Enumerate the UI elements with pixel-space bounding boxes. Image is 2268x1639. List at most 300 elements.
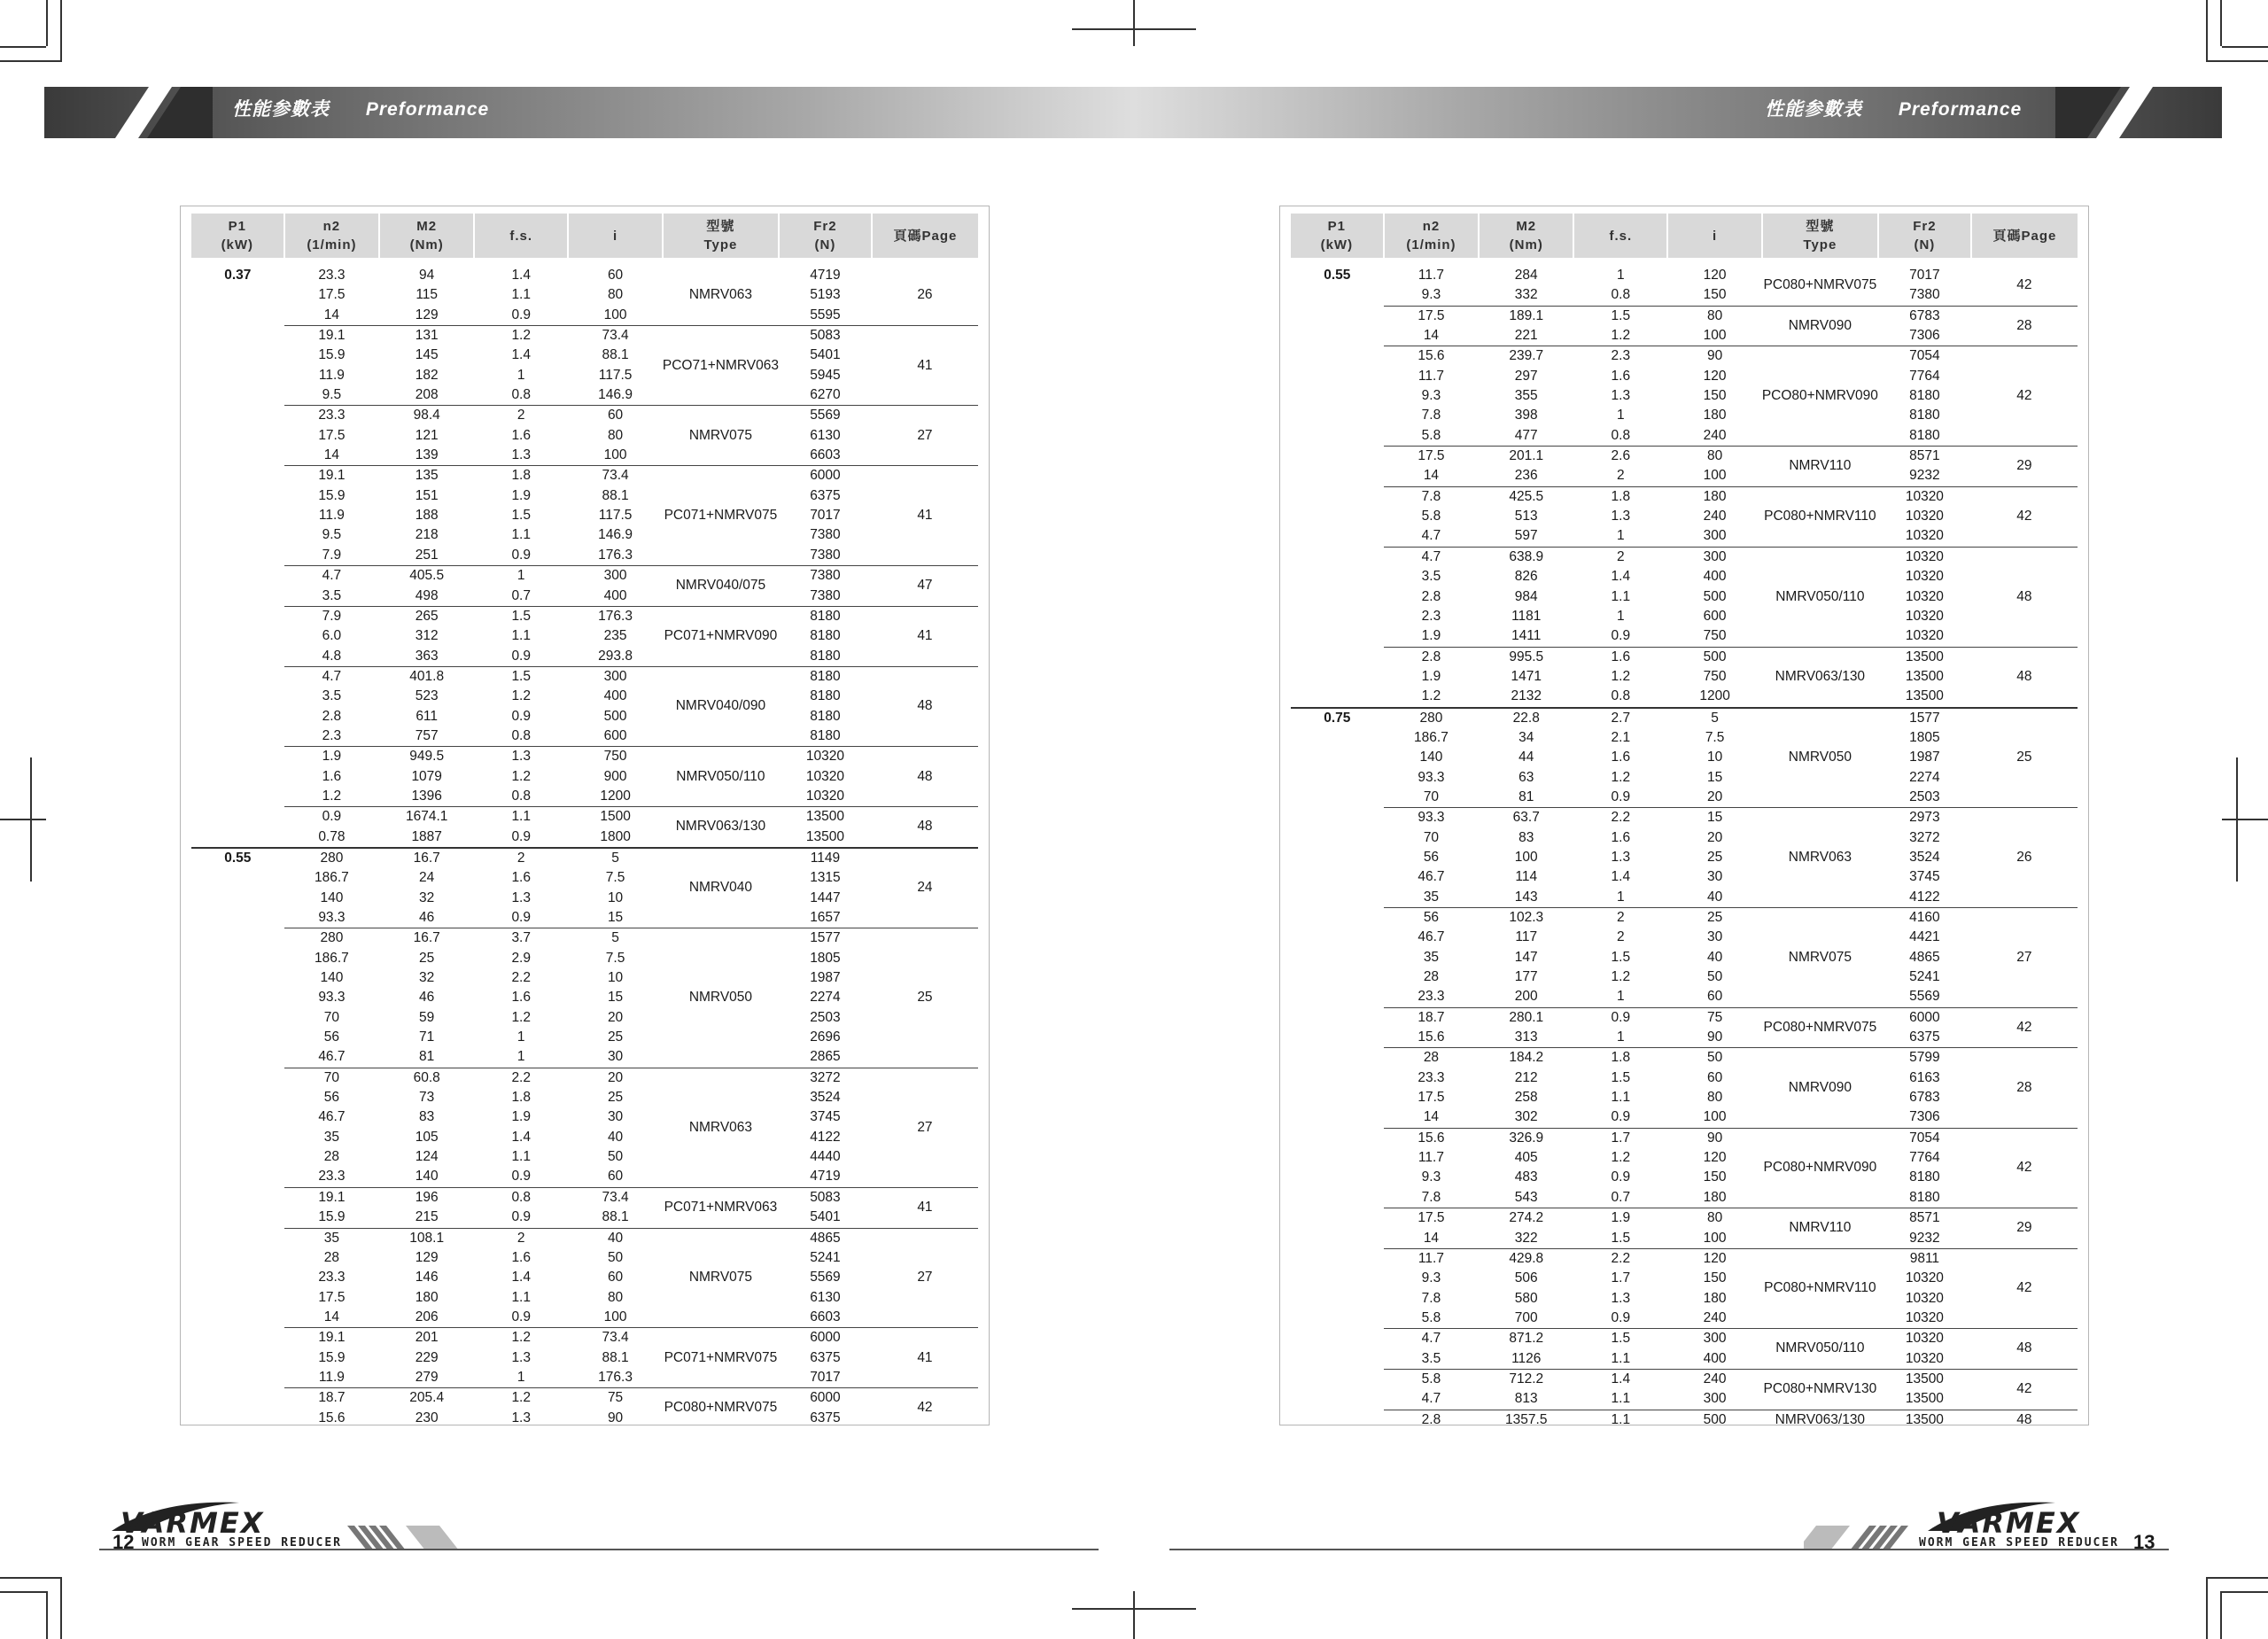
fs-cell: 1.3: [511, 889, 531, 905]
fr2-cell: 2274: [1909, 769, 1940, 785]
ratio-cell: 60: [607, 268, 624, 283]
type-cell: NMRV063: [663, 1068, 779, 1187]
table-row: [1291, 1349, 2078, 1370]
column-header-label: P1: [1327, 219, 1347, 234]
table-row: [191, 1028, 978, 1047]
fs-cell: 1.5: [1573, 1329, 1667, 1349]
ratio-cell: 80: [1667, 447, 1761, 467]
m2-cell: 46: [419, 990, 435, 1006]
n2-cell: 2.3: [322, 727, 342, 743]
ratio-cell: 120: [1703, 1150, 1727, 1166]
type-cell: NMRV050/110: [1762, 547, 1878, 647]
m2-cell: 22.8: [1479, 708, 1573, 728]
fs-cell: 1.1: [511, 628, 531, 644]
crop-mark: [2220, 1591, 2222, 1639]
type-cell: PCO71+NMRV063: [663, 326, 779, 406]
fs-cell: 1.5: [1611, 1230, 1631, 1246]
table-row: [1291, 867, 2078, 887]
table-row: [191, 1328, 978, 1348]
m2-cell: 188: [415, 508, 439, 524]
n2-cell: 9.5: [322, 387, 342, 403]
fr2-cell: 9811: [1878, 1248, 1971, 1269]
type-cell: NMRV090: [1762, 1048, 1878, 1128]
table-row: [1291, 1208, 2078, 1229]
ratio-cell: 15: [607, 910, 624, 925]
fs-cell: 1.2: [511, 768, 531, 784]
fs-cell: 1.4: [511, 347, 531, 363]
column-header-unit: (kW): [221, 237, 254, 252]
table-row: [1291, 1289, 2078, 1309]
m2-cell: 297: [1514, 368, 1538, 384]
type-cell: PC080+NMRV110: [1762, 486, 1878, 547]
fr2-cell: 10320: [1905, 1290, 1944, 1306]
fs-cell: 1.5: [474, 666, 568, 687]
m2-cell: 332: [1514, 287, 1538, 303]
table-row: [1291, 1269, 2078, 1288]
column-header: [1971, 214, 2078, 258]
table-row: [1291, 1007, 2078, 1028]
column-header-label: f.s.: [509, 228, 533, 244]
n2-cell: 5.8: [1384, 1369, 1480, 1389]
m2-cell: 425.5: [1479, 486, 1573, 507]
m2-cell: 73: [419, 1090, 435, 1106]
m2-cell: 597: [1514, 528, 1538, 544]
ratio-cell: 60: [1706, 989, 1723, 1005]
ratio-cell: 88.1: [602, 1349, 629, 1365]
n2-cell: 28: [323, 1249, 340, 1265]
table-row: [191, 466, 978, 486]
fr2-cell: 6783: [1909, 1090, 1940, 1106]
header-title-cn: 性能参數表: [1765, 99, 1862, 120]
table-row: [1291, 1048, 2078, 1068]
ratio-cell: 100: [1703, 1230, 1727, 1246]
fs-cell: 0.8: [511, 788, 531, 804]
ratio-cell: 10: [607, 889, 624, 905]
page-cell: 48: [1971, 547, 2078, 647]
n2-cell: 186.7: [315, 950, 349, 966]
n2-cell: 46.7: [318, 1109, 346, 1125]
n2-cell: 14: [323, 1309, 340, 1324]
fs-cell: 1.1: [511, 1149, 531, 1165]
n2-cell: 1.9: [1421, 668, 1441, 684]
ratio-cell: 73.4: [568, 466, 663, 486]
n2-cell: 1.6: [322, 768, 342, 784]
ratio-cell: 120: [1667, 1248, 1761, 1269]
type-cell: NMRV063/130: [663, 807, 779, 848]
table-row: [1291, 1329, 2078, 1349]
fr2-cell: 4440: [810, 1149, 841, 1165]
column-header-label: Fr2: [1913, 219, 1937, 234]
table-row: [1291, 1248, 2078, 1269]
n2-cell: 6.0: [322, 628, 342, 644]
n2-cell: 14: [1423, 1230, 1440, 1246]
fr2-cell: 1987: [1909, 750, 1940, 765]
fs-cell: 1.6: [511, 990, 531, 1006]
ratio-cell: 50: [607, 1249, 624, 1265]
ratio-cell: 1800: [600, 828, 631, 844]
fs-cell: 0.9: [1611, 628, 1631, 644]
ratio-cell: 235: [603, 628, 627, 644]
column-header-unit: (kW): [1320, 237, 1354, 252]
fs-cell: 2.6: [1573, 447, 1667, 467]
table-row: [191, 1147, 978, 1167]
ratio-cell: 20: [607, 1009, 624, 1025]
fr2-cell: 1987: [810, 970, 841, 986]
table-row: [191, 687, 978, 706]
n2-cell: 23.3: [1418, 989, 1445, 1005]
m2-cell: 638.9: [1479, 547, 1573, 567]
fs-cell: 2.9: [511, 950, 531, 966]
column-header-unit: (1/min): [307, 237, 357, 252]
fr2-cell: 5569: [779, 406, 872, 426]
fr2-cell: 10320: [1878, 1329, 1971, 1349]
ratio-cell: 30: [607, 1049, 624, 1065]
fs-cell: 0.9: [511, 708, 531, 724]
n2-cell: 7.8: [1384, 486, 1480, 507]
m2-cell: 182: [415, 367, 439, 383]
fs-cell: 3.7: [474, 928, 568, 949]
m2-cell: 63: [1518, 769, 1534, 785]
m2-cell: 322: [1514, 1230, 1538, 1246]
page-cell: 42: [1971, 1007, 2078, 1048]
table-row: [1291, 748, 2078, 767]
type-cell: NMRV063: [1762, 808, 1878, 908]
crop-mark: [0, 60, 62, 62]
ratio-cell: 180: [1703, 1290, 1727, 1306]
table-row: [1291, 1148, 2078, 1168]
m2-cell: 196: [379, 1187, 474, 1208]
table-row: [1291, 1188, 2078, 1208]
header-title-cn: 性能参數表: [232, 99, 330, 120]
n2-cell: 3.5: [322, 688, 342, 704]
ratio-cell: 400: [603, 688, 627, 704]
column-header-label: i: [612, 228, 618, 244]
fs-cell: 1.2: [474, 1388, 568, 1409]
m2-cell: 205.4: [379, 1388, 474, 1409]
fr2-cell: 3524: [1909, 849, 1940, 865]
table-row: [1291, 626, 2078, 647]
m2-cell: 401.8: [379, 666, 474, 687]
column-header: [779, 214, 872, 258]
crop-mark: [46, 0, 48, 46]
table-row: [191, 968, 978, 988]
footer-subtitle-right: WORM GEAR SPEED REDUCER: [1919, 1536, 2120, 1550]
fs-cell: 1.8: [474, 466, 568, 486]
column-header: [474, 214, 568, 258]
page-cell: 41: [872, 326, 978, 406]
n2-cell: 7.8: [1421, 408, 1441, 423]
ratio-cell: 30: [1706, 929, 1723, 945]
table-row: [191, 647, 978, 667]
ratio-cell: 100: [1703, 1109, 1727, 1125]
table-row: [191, 346, 978, 365]
ratio-cell: 750: [1703, 668, 1727, 684]
column-header: [284, 214, 380, 258]
table-row: [191, 1409, 978, 1428]
fr2-cell: 5241: [1909, 969, 1940, 985]
table-row: [191, 1228, 978, 1248]
n2-cell: 15.9: [318, 1209, 346, 1225]
ratio-cell: 20: [1706, 788, 1723, 804]
type-cell: NMRV040/075: [663, 566, 779, 607]
m2-cell: 146: [415, 1270, 439, 1286]
fr2-cell: 8180: [810, 688, 841, 704]
table-row: [1291, 486, 2078, 507]
fs-cell: 2: [1617, 929, 1625, 945]
fr2-cell: 8180: [1909, 1189, 1940, 1205]
m2-cell: 1887: [411, 828, 442, 844]
type-cell: NMRV075: [1762, 908, 1878, 1008]
n2-cell: 3.5: [1421, 1350, 1441, 1366]
crop-mark: [2220, 0, 2222, 46]
m2-cell: 700: [1514, 1309, 1538, 1325]
table-row: [191, 827, 978, 848]
page-cell: 48: [1971, 647, 2078, 708]
table-row: [191, 1208, 978, 1228]
table-row: [191, 1187, 978, 1208]
fs-cell: 2.3: [1573, 346, 1667, 367]
table-row: [1291, 808, 2078, 828]
fr2-cell: 5241: [810, 1249, 841, 1265]
fs-cell: 1: [517, 1029, 525, 1045]
ratio-cell: 88.1: [602, 347, 629, 363]
table-row: [191, 486, 978, 506]
m2-cell: 429.8: [1479, 1248, 1573, 1269]
spacer-row: [191, 258, 978, 266]
n2-cell: 19.1: [284, 326, 380, 346]
fs-cell: 1.2: [1611, 769, 1631, 785]
table-row: [1291, 1309, 2078, 1329]
m2-cell: 477: [1514, 427, 1538, 443]
crop-mark: [1133, 1591, 1135, 1639]
m2-cell: 151: [415, 487, 439, 503]
fs-cell: 1.8: [511, 1090, 531, 1106]
ratio-cell: 180: [1703, 408, 1727, 423]
n2-cell: 186.7: [315, 870, 349, 886]
crop-mark: [0, 1577, 62, 1579]
page-cell: 28: [1971, 306, 2078, 346]
fs-cell: 1.1: [1611, 588, 1631, 604]
type-cell: NMRV075: [663, 406, 779, 466]
n2-cell: 23.3: [318, 1169, 346, 1185]
crop-mark: [0, 46, 46, 48]
m2-cell: 826: [1514, 569, 1538, 585]
fs-cell: 1: [1617, 889, 1625, 905]
n2-cell: 9.3: [1421, 388, 1441, 404]
fr2-cell: 6375: [810, 1410, 841, 1425]
crop-mark: [2206, 0, 2208, 62]
ratio-cell: 750: [1703, 628, 1727, 644]
ratio-cell: 88.1: [602, 1209, 629, 1225]
page-cell: 42: [2016, 277, 2032, 293]
ratio-cell: 400: [603, 587, 627, 603]
fs-cell: 2.7: [1573, 708, 1667, 728]
type-cell: PC071+NMRV063: [663, 1187, 779, 1228]
fr2-cell: 2696: [810, 1029, 841, 1045]
n2-cell: 15.6: [1418, 1029, 1445, 1045]
table-row: [1291, 667, 2078, 687]
table-row: [191, 525, 978, 545]
table-row: [191, 266, 978, 285]
n2-cell: 2.3: [1421, 608, 1441, 624]
fr2-cell: 7306: [1909, 328, 1940, 344]
type-cell: NMRV050/110: [663, 747, 779, 807]
m2-cell: 239.7: [1479, 346, 1573, 367]
fs-cell: 1: [1617, 408, 1625, 423]
fr2-cell: 5595: [810, 307, 841, 322]
n2-cell: 5.8: [1421, 509, 1441, 524]
fr2-cell: 13500: [1878, 1369, 1971, 1389]
m2-cell: 284: [1514, 268, 1538, 283]
fr2-cell: 6130: [810, 1289, 841, 1305]
ratio-cell: 150: [1703, 1169, 1727, 1185]
fr2-cell: 6000: [1878, 1007, 1971, 1028]
ratio-cell: 20: [1706, 829, 1723, 845]
m2-cell: 143: [1514, 889, 1538, 905]
fs-cell: 1.3: [511, 447, 531, 463]
ratio-cell: 100: [1703, 468, 1727, 484]
m2-cell: 398: [1514, 408, 1538, 423]
n2-cell: 17.5: [1384, 306, 1480, 326]
m2-cell: 140: [415, 1169, 439, 1185]
ratio-cell: 180: [1667, 486, 1761, 507]
n2-cell: 70: [284, 1068, 380, 1088]
fr2-cell: 8180: [1909, 408, 1940, 423]
column-header-label: 型號: [1806, 219, 1835, 234]
ratio-cell: 300: [1703, 528, 1727, 544]
ratio-cell: 7.5: [605, 950, 625, 966]
m2-cell: 405.5: [379, 566, 474, 586]
fr2-cell: 10320: [1905, 528, 1944, 544]
crop-mark: [30, 757, 32, 882]
fs-cell: 1.7: [1611, 1270, 1631, 1286]
fr2-cell: 7380: [810, 547, 841, 563]
m2-cell: 1396: [411, 788, 442, 804]
m2-cell: 60.8: [379, 1068, 474, 1088]
n2-cell: 5.8: [1421, 1309, 1441, 1325]
crop-mark: [2236, 757, 2238, 882]
crop-mark: [2222, 819, 2268, 820]
ratio-cell: 60: [607, 1270, 624, 1286]
fs-cell: 1.5: [511, 508, 531, 524]
type-cell: PC071+NMRV075: [663, 1328, 779, 1388]
table-row: [1291, 647, 2078, 667]
fr2-cell: 10320: [1905, 1350, 1944, 1366]
m2-cell: 32: [419, 889, 435, 905]
column-header: [1479, 214, 1573, 258]
fs-cell: 1.4: [511, 1129, 531, 1145]
n2-cell: 23.3: [318, 1270, 346, 1286]
fs-cell: 1.1: [1611, 1090, 1631, 1106]
n2-cell: 1.9: [284, 747, 380, 767]
fr2-cell: 2503: [810, 1009, 841, 1025]
n2-cell: 14: [1423, 328, 1440, 344]
crop-mark: [2206, 60, 2268, 62]
type-cell: PC080+NMRV075: [1762, 1007, 1878, 1048]
fs-cell: 2: [1573, 908, 1667, 928]
fs-cell: 1: [474, 566, 568, 586]
fs-cell: 1.2: [511, 688, 531, 704]
m2-cell: 580: [1514, 1290, 1538, 1306]
m2-cell: 2132: [1511, 688, 1542, 704]
table-row: [1291, 1128, 2078, 1148]
m2-cell: 117: [1515, 929, 1538, 945]
table-row: [1291, 447, 2078, 467]
performance-table-left: [191, 214, 978, 1428]
fs-cell: 1: [1617, 608, 1625, 624]
ratio-cell: 10: [607, 970, 624, 986]
fs-cell: 1.4: [1573, 1369, 1667, 1389]
m2-cell: 274.2: [1479, 1208, 1573, 1229]
n2-cell: 28: [323, 1149, 340, 1165]
n2-cell: 4.7: [1384, 547, 1480, 567]
ratio-cell: 60: [1706, 1069, 1723, 1085]
fr2-cell: 10320: [1905, 588, 1944, 604]
fr2-cell: 7380: [810, 587, 841, 603]
m2-cell: 1126: [1511, 1350, 1542, 1366]
column-header-unit: (1/min): [1406, 237, 1456, 252]
header-row: [1291, 214, 2078, 258]
fr2-cell: 5083: [779, 326, 872, 346]
m2-cell: 145: [415, 347, 439, 363]
table-row: [191, 1248, 978, 1268]
m2-cell: 114: [1515, 869, 1538, 885]
fr2-cell: 4865: [779, 1228, 872, 1248]
fs-cell: 1.5: [474, 606, 568, 626]
fr2-cell: 13500: [1878, 1410, 1971, 1430]
n2-cell: 7.8: [1421, 1290, 1441, 1306]
m2-cell: 121: [415, 427, 439, 443]
n2-cell: 19.1: [284, 1328, 380, 1348]
m2-cell: 984: [1514, 588, 1538, 604]
fr2-cell: 7306: [1909, 1109, 1940, 1125]
m2-cell: 611: [416, 708, 439, 724]
type-cell: PC071+NMRV090: [663, 606, 779, 666]
table-row: [191, 446, 978, 466]
fs-cell: 0.9: [1611, 1109, 1631, 1125]
fr2-cell: 6375: [810, 487, 841, 503]
ratio-cell: 10: [1706, 750, 1723, 765]
table-row: [1291, 266, 2078, 285]
column-header: [191, 214, 284, 258]
ratio-cell: 20: [568, 1068, 663, 1088]
fs-cell: 1.4: [511, 1270, 531, 1286]
fs-cell: 1.1: [511, 527, 531, 543]
fs-cell: 2: [474, 848, 568, 868]
table-row: [191, 767, 978, 787]
column-header: [1667, 214, 1761, 258]
n2-cell: 46.7: [1418, 869, 1445, 885]
m2-cell: 124: [415, 1149, 439, 1165]
column-header-label: Fr2: [813, 219, 837, 234]
m2-cell: 1079: [411, 768, 442, 784]
table-row: [191, 546, 978, 566]
ratio-cell: 500: [603, 708, 627, 724]
fs-cell: 1.2: [511, 1009, 531, 1025]
column-header-label: n2: [322, 219, 341, 234]
fr2-cell: 1447: [810, 889, 841, 905]
column-header-unit: (Nm): [409, 237, 444, 252]
table-row: [191, 285, 978, 305]
fr2-cell: 4421: [1909, 929, 1940, 945]
table-row: [191, 807, 978, 827]
ratio-cell: 80: [1667, 1208, 1761, 1229]
n2-cell: 280: [284, 848, 380, 868]
m2-cell: 355: [1514, 388, 1538, 404]
fr2-cell: 8180: [1909, 388, 1940, 404]
ratio-cell: 180: [1703, 1189, 1727, 1205]
fs-cell: 1.3: [1611, 388, 1631, 404]
